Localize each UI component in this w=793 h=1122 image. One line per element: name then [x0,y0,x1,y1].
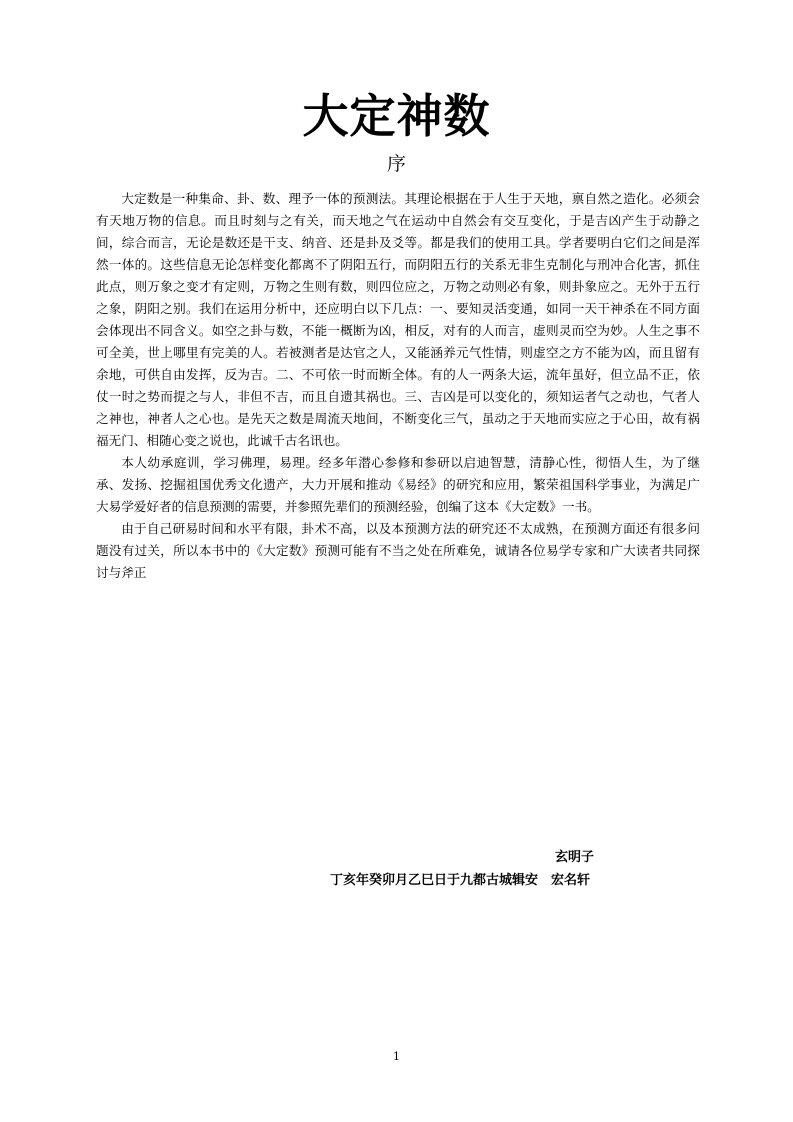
paragraph: 本人幼承庭训，学习佛理，易理。经多年潜心参修和参研以启迪智慧，清静心性，彻悟人生，为了继承、发扬、挖掘祖国优秀文化遗产，大力开展和推动《易经》的研究和应用，繁荣祖国科学事业，为满足广大易学爱好者的信息预测的需要，并参照先辈们的预测经验，创编了这本《大定数》一书。 [96,455,700,514]
signature-date-line: 丁亥年癸卯月乙巳日于九都古城辑安 宏名轩 [330,873,591,888]
paragraph: 由于自己研易时间和水平有限，卦术不高，以及本预测方法的研究还不太成熟，在预测方面还有很多问题没有过关，所以本书中的《大定数》预测可能有不当之处在所难免，诚请各位易学专家和广大读者共同探讨与斧正 [96,521,700,580]
page-number: 1 [393,1050,400,1063]
signature-author: 玄明子 [554,850,594,865]
preface-body [96,188,700,584]
preface-heading: 序 [386,153,406,175]
document-title: 大定神数 [302,89,491,143]
paragraph: 大定数是一种集命、卦、数、理予一体的预测法。其理论根据在于人生于天地，禀自然之造化。必须会有天地万物的信息。而且时刻与之有关，而天地之气在运动中自然会有交互变化，于是吉凶产生于动静之间，综合而言，无论是数还是干支、纳音、还是卦及爻等。都是我们的使用工具。学者要明白它们之间是浑然一体的。这些信息无论怎样变化都离不了阴阳五行，而阴阳五行的关系无非生克制化与刑冲合化害，抓住此点，则万象之变才有定则，万物之生则有数，则四位应之，万物之动则必有象，则卦象应之。无外于五行之象，阴阳之别。我们在运用分析中，还应明白以下几点：一、要知灵活变通，如同一天干神杀在不同方面会体现出不同含义。如空之卦与数，不能一概断为凶，相反，对有的人而言，虚则灵而空为妙。人生之事不可全美，世上哪里有完美的人。若被测者是达官之人，又能涵养元气性情，则虚空之方不能为凶，而且留有余地，可供自由发挥，反为吉。二、不可依一时而断全体。有的人一两条大运，流年虽好，但立品不正，依仗一时之势而提之与人，非但不吉，而且自遗其祸也。三、吉凶是可以变化的，须知运者气之动也，气者人之神也，神者人之心也。是先天之数是周流天地间，不断变化三气，虽动之于天地而实应之于心田，故有祸福无门、相随心变之说也，此诚千古名讯也。 [96,191,700,448]
signature-block [330,846,630,892]
